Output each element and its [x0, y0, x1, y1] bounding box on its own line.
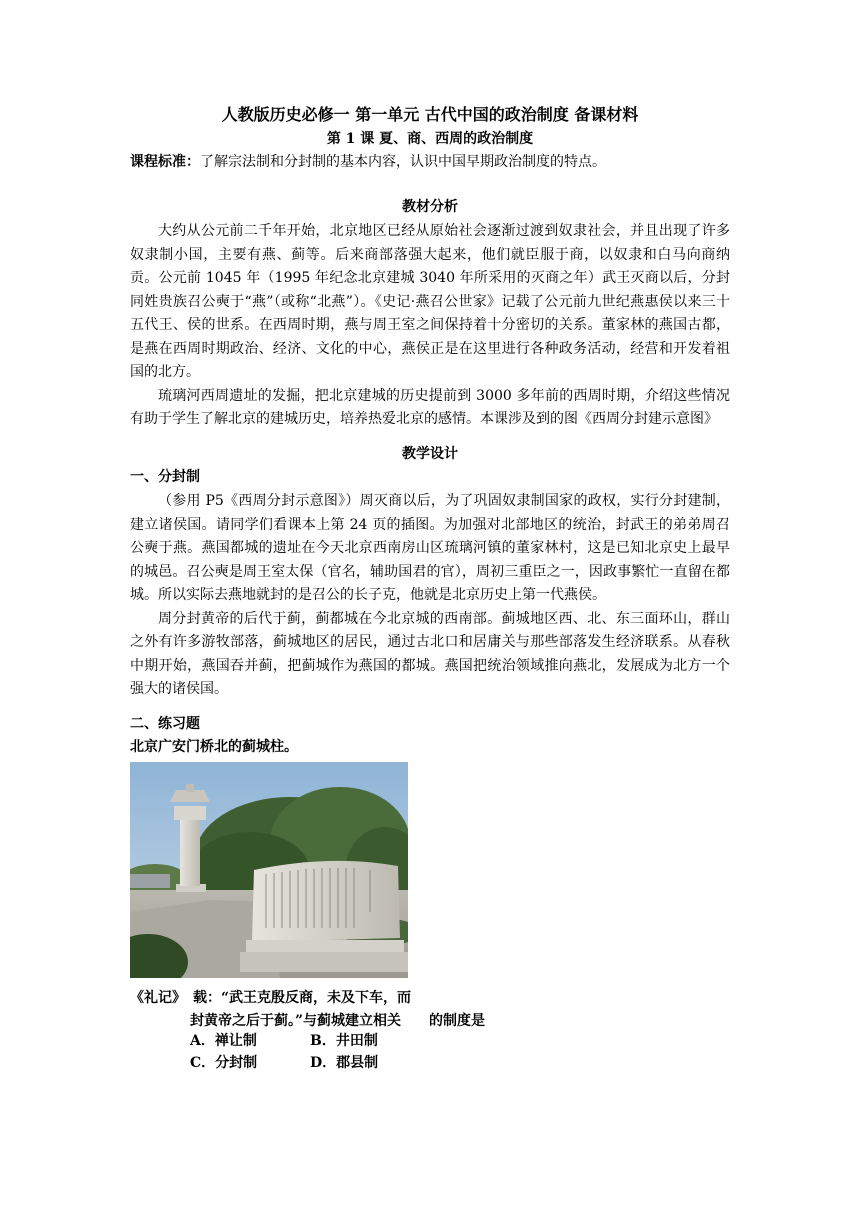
option-d: D．郡县制 [310, 1055, 379, 1071]
question-line-1: 《礼记》 载：“武王克殷反商，未及下车，而 [130, 990, 412, 1006]
question-line-2: 封黄帝之后于蓟。”与蓟城建立相关 的制度是 [190, 1013, 486, 1029]
design-paragraph-2: 周分封黄帝的后代于蓟，蓟都城在今北京城的西南部。蓟城地区西、北、东三面环山，群山之外有许多游牧部落，蓟城地区的居民，通过古北口和居庸关与那些部落发生经济联系。从春秋中期开始，燕国吞并蓟，把蓟城作为燕国的都城。燕国把统治领域推向燕北，发展成为北方一个强大的诸侯国。 [130, 610, 730, 697]
section-heading-exercises: 二、练习题 [130, 716, 200, 732]
analysis-paragraph-2: 琉璃河西周遗址的发掘，把北京建城的历史提前到 3000 多年前的西周时期，介绍这些情况有助于学生了解北京的建城历史，培养热爱北京的感情。本课涉及到的图《西周分封建示意图》 [130, 387, 730, 427]
jicheng-pillar-photo [130, 762, 408, 978]
design-body [130, 490, 730, 702]
section-heading-fenfeng: 一、分封制 [130, 469, 200, 485]
document-title: 人教版历史必修一 第一单元 古代中国的政治制度 备课材料 [221, 105, 639, 124]
option-a: A．禅让制 [190, 1033, 257, 1049]
option-b: B．井田制 [310, 1033, 378, 1049]
course-standard [130, 152, 606, 172]
course-standard-label: 课程标准： [130, 154, 200, 170]
photo-caption: 北京广安门桥北的蓟城柱。 [130, 739, 298, 755]
analysis-paragraph-1: 大约从公元前二千年开始，北京地区已经从原始社会逐渐过渡到奴隶社会，并且出现了许多奴隶制小国，主要有燕、蓟等。后来商部落强大起来，他们就臣服于商，以奴隶和白马向商纳贡。公元前 1045 年（1995 年纪念北京建城 3040 年所采用的灭商之年）武王灭商以后，分封同姓贵族召公奭于“燕”（或称“北燕”）。《史记·燕召公世家》记载了公元前九世纪燕惠侯以来三十五代王、侯的世系。在西周时期，燕与周王室之间保持着十分密切的关系。董家林的燕国古都，是燕在西周时期政治、经济、文化的中心，燕侯正是在这里进行各种政务活动，经营和开发着祖国的北方。 [130, 223, 730, 380]
analysis-body [130, 220, 730, 432]
analysis-heading: 教材分析 [402, 199, 458, 215]
option-c: C．分封制 [190, 1055, 258, 1071]
course-standard-text: 了解宗法制和分封制的基本内容，认识中国早期政治制度的特点。 [200, 154, 606, 170]
lesson-title: 第 1 课 夏、商、西周的政治制度 [326, 131, 534, 147]
design-paragraph-1: （参用 P5《西周分封示意图》）周灭商以后，为了巩固奴隶制国家的政权，实行分封建制，建立诸侯国。请同学们看课本上第 24 页的插图。为加强对北部地区的统治，封武王的弟弟周召公奭于燕。燕国都城的遗址在今天北京西南房山区琉璃河镇的董家林村，这是已知北京史上最早的城邑。召公奭是周王室太保（官名，辅助国君的官），周初三重臣之一，因政事繁忙一直留在都城。所以实际去燕地就封的是召公的长子克，他就是北京历史上第一代燕侯。 [130, 493, 730, 603]
design-heading: 教学设计 [402, 446, 458, 462]
